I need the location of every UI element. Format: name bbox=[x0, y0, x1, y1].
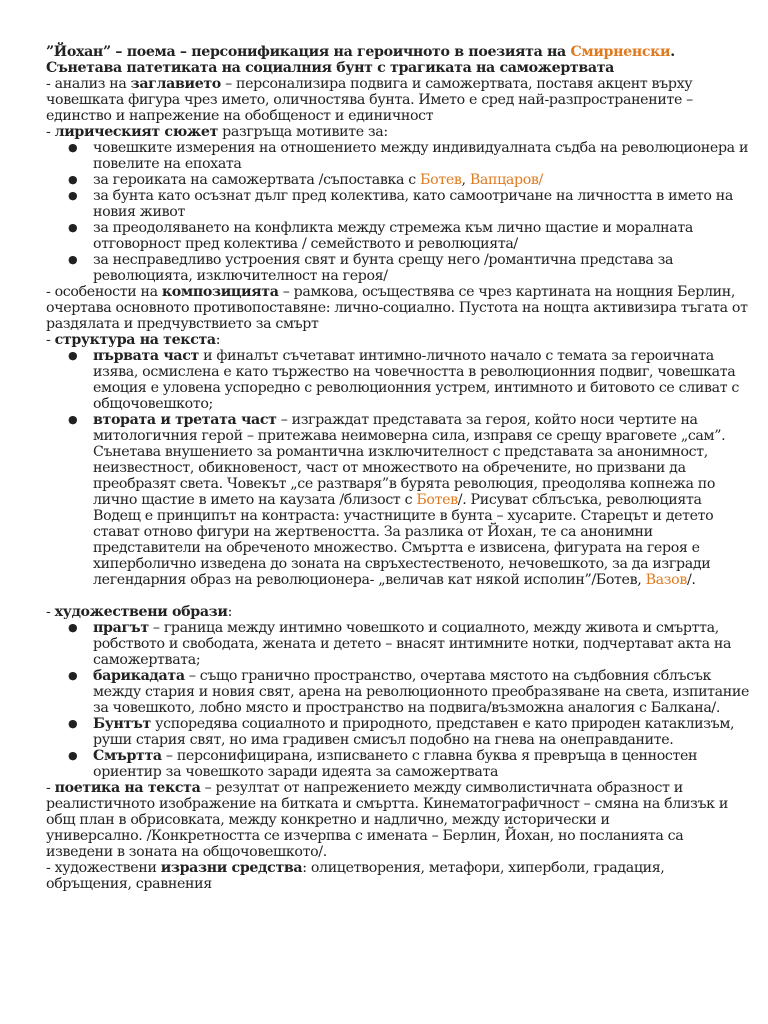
title-line-1: ”Йохан” – поема – персонификация на героичното в поезията на Смирненски. bbox=[46, 44, 675, 60]
images-heading: - художествени образи: bbox=[46, 604, 232, 620]
bullet-icon: ● bbox=[68, 221, 78, 234]
lyric-bullet-5-line-1: за несправедливо устроения свят и бунта срещу него /романтична представа за bbox=[93, 252, 674, 268]
title-analysis-line-2: човешката фигура чрез името, оличностява бунта. Името е сред най-разпространените – bbox=[46, 92, 693, 108]
lyric-bullet-4-line-1: за преодоляването на конфликта между стремежа към лично щастие и моралната bbox=[93, 220, 693, 236]
structure-bullet-2-line-11: легендарния образ на революционера- „величав кат някой исполин”/Ботев, Вазов/. bbox=[93, 572, 696, 588]
keyword-structure: структура на текста bbox=[54, 332, 216, 348]
poetics-line-1: - поетика на текста – резултат от напрежението между символистичната образност и bbox=[46, 780, 683, 796]
poetics-line-3: общ план в обрисовката, между конкретно и надлично, между исторически и bbox=[46, 812, 610, 828]
keyword-lyric-plot: лирическият сюжет bbox=[54, 124, 218, 140]
structure-bullet-2-line-1: втората и третата част – изграждат представата за героя, който носи чертите на bbox=[93, 412, 698, 428]
keyword-revolt: Бунтът bbox=[93, 716, 151, 732]
structure-bullet-2-line-5: преобразят света. Човекът „се разтваря”в бурята революция, преодолява копнежа по bbox=[93, 476, 716, 492]
structure-bullet-2-line-4: неизвестност, обикновеност, част от множеството на обречените, но призвани да bbox=[93, 460, 686, 476]
structure-bullet-2-line-10: хиперболично изведена до зоната на свръхестественото, нечовешкото, за да изгради bbox=[93, 556, 711, 572]
bullet-icon: ● bbox=[68, 413, 78, 426]
images-bullet-1-line-3: саможертвата; bbox=[93, 652, 201, 668]
bullet-icon: ● bbox=[68, 141, 78, 154]
images-bullet-2-line-2: между стария и новия свят, арена на революционното преобразяване на света, изпитание bbox=[93, 684, 750, 700]
lyric-bullet-3-line-2: новия живот bbox=[93, 204, 185, 220]
structure-bullet-1-line-3: емоция е уловена успоредно с революционния устрем, интимното и битовото се сливат с bbox=[93, 380, 739, 396]
lyric-bullet-1-line-2: повелите на епохата bbox=[93, 156, 242, 172]
keyword-death: Смъртта bbox=[93, 748, 162, 764]
bullet-icon: ● bbox=[68, 189, 78, 202]
keyword-composition: композицията bbox=[161, 284, 279, 300]
keyword-second-third-part: втората и третата част bbox=[93, 412, 277, 428]
lyric-bullet-2: за героиката на саможертвата /съпоставка с Ботев, Вапцаров/ bbox=[93, 172, 543, 188]
structure-bullet-1-line-2: изява, осмислена е като тържество на човечността в революционния подвиг, човешката bbox=[93, 364, 736, 380]
structure-bullet-2-line-7: Водещ е принципът на контраста: участниците в бунта – хусарите. Старецът и детето bbox=[93, 508, 714, 524]
bullet-icon: ● bbox=[68, 749, 78, 762]
poetics-line-2: реалистичното изображение на битката и смъртта. Кинематографичност – смяна на близък и bbox=[46, 796, 728, 812]
lyric-heading: - лирическият сюжет разгръща мотивите за: bbox=[46, 124, 388, 140]
images-bullet-3-line-1: Бунтът успоредява социалното и природното, представен е като природен катаклизъм, bbox=[93, 716, 735, 732]
title-text: ”Йохан” – поема – персонификация на героичното в поезията на bbox=[46, 44, 571, 60]
images-bullet-1-line-1: прагът – граница между интимно човешкото и социалното, между живота и смъртта, bbox=[93, 620, 719, 636]
keyword-title: заглавието bbox=[130, 76, 221, 92]
means-line-2: обръщения, сравнения bbox=[46, 876, 212, 892]
composition-line-2: очертава основното противопоставяне: лично-социално. Пустота на нощта активизира тъгата от bbox=[46, 300, 748, 316]
vazov-link: Вазов bbox=[645, 572, 687, 588]
images-bullet-4-line-2: ориентир за човешкото заради идеята за саможертвата bbox=[93, 764, 499, 780]
keyword-artistic-images: художествени образи bbox=[54, 604, 228, 620]
title-analysis-line-3: единство и напрежение на обобщеност и единичност bbox=[46, 108, 434, 124]
lyric-bullet-4-line-2: отговорност пред колектива / семейството и революцията/ bbox=[93, 236, 518, 252]
images-bullet-3-line-2: руши стария свят, но има градивен смисъл подобно на гнева на онеправданите. bbox=[93, 732, 674, 748]
bullet-icon: ● bbox=[68, 621, 78, 634]
lyric-bullet-5-line-2: революцията, изключителност на героя/ bbox=[93, 268, 388, 284]
bullet-icon: ● bbox=[68, 669, 78, 682]
author-link: Смирненски bbox=[570, 44, 671, 60]
keyword-poetics: поетика на текста bbox=[54, 780, 201, 796]
means-line-1: - художествени изразни средства: олицетворения, метафори, хиперболи, градация, bbox=[46, 860, 665, 876]
bullet-icon: ● bbox=[68, 717, 78, 730]
structure-bullet-2-line-9: представители на обреченото множество. Смъртта е извисена, фигурата на героя е bbox=[93, 540, 700, 556]
poetics-line-5: изведени в зоната на общочовешкото/. bbox=[46, 844, 327, 860]
lyric-bullet-1-line-1: човешките измерения на отношението между индивидуалната съдба на революционера и bbox=[93, 140, 749, 156]
structure-bullet-2-line-8: стават отново фигури на жертвеността. За разлика от Йохан, те са анонимни bbox=[93, 524, 653, 540]
images-bullet-2-line-1: барикадата – също гранично пространство, очертава мястото на съдбовния сблъсък bbox=[93, 668, 712, 684]
composition-line-3: раздялата и предчувствието за смърт bbox=[46, 316, 319, 332]
lyric-bullet-3-line-1: за бунта като осъзнат дълг пред колектива, като самоотричане на личността в името на bbox=[93, 188, 733, 204]
bullet-icon: ● bbox=[68, 253, 78, 266]
structure-bullet-2-line-6: лично щастие в името на каузата /близост с Ботев/. Рисуват сблъсъка, революцията bbox=[93, 492, 702, 508]
keyword-barricade: барикадата bbox=[93, 668, 185, 684]
structure-bullet-1-line-1: първата част и финалът съчетават интимно-личното начало с темата за героичната bbox=[93, 348, 714, 364]
structure-bullet-1-line-4: общочовешкото; bbox=[93, 396, 213, 412]
images-bullet-4-line-1: Смъртта – персонифицирана, изписването с главна буква я превръща в ценностен bbox=[93, 748, 698, 764]
structure-heading: - структура на текста: bbox=[46, 332, 221, 348]
title-analysis-line-1: - анализ на заглавието – персонализира подвига и саможертвата, поставя акцент върху bbox=[46, 76, 693, 92]
images-bullet-1-line-2: робството и свободата, жената и детето – внасят интимните нотки, подчертават акта на bbox=[93, 636, 732, 652]
bullet-icon: ● bbox=[68, 349, 78, 362]
structure-bullet-2-line-2: митологичния герой – притежава неимоверна сила, изправя се срещу враговете „сам”. bbox=[93, 428, 726, 444]
keyword-expressive-means: изразни средства bbox=[160, 860, 303, 876]
structure-bullet-2-line-3: Сънетава внушението за романтична изключителност с представата за анонимност, bbox=[93, 444, 708, 460]
title-line-2: Сънетава патетиката на социалния бунт с трагиката на саможертвата bbox=[46, 60, 614, 76]
keyword-first-part: първата част bbox=[93, 348, 199, 364]
keyword-threshold: прагът bbox=[93, 620, 149, 636]
bullet-icon: ● bbox=[68, 173, 78, 186]
botev-link: Ботев bbox=[416, 492, 458, 508]
poetics-line-4: универсално. /Конкретността се изчерпва с имената – Берлин, Йохан, но посланията са bbox=[46, 828, 684, 844]
vaptsarov-link: Вапцаров/ bbox=[469, 172, 543, 188]
composition-line-1: - особености на композицията – рамкова, осъществява се чрез картината на нощния Берлин, bbox=[46, 284, 736, 300]
images-bullet-2-line-3: за човешкото, лобно място и пространство на подвига/възможна аналогия с Балкана/. bbox=[93, 700, 721, 716]
botev-link: Ботев bbox=[420, 172, 462, 188]
